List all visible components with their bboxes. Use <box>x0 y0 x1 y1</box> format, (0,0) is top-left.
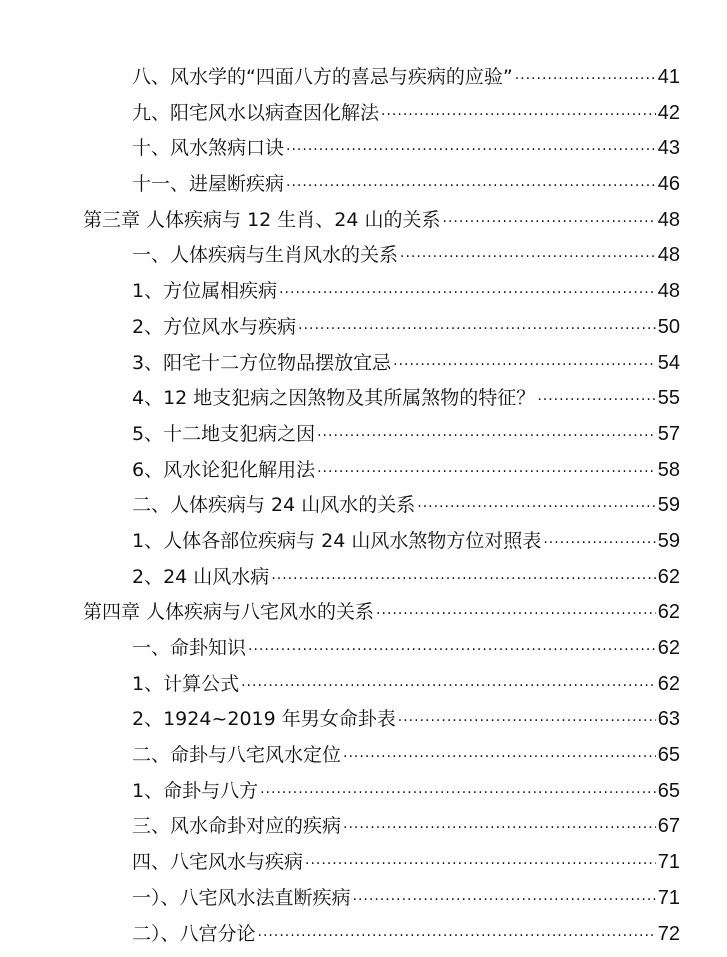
toc-entry-page: 55 <box>657 387 680 410</box>
toc-entry-title: 1、命卦与八方 <box>132 779 259 802</box>
toc-entry-title: 1、方位属相疾病 <box>132 280 278 303</box>
toc-entry <box>0 809 727 845</box>
toc-entry <box>0 453 727 489</box>
dot-leader <box>537 383 655 419</box>
dot-leader <box>543 526 655 562</box>
toc-entry <box>0 238 727 274</box>
toc-entry <box>0 274 727 310</box>
toc-entry-page: 62 <box>657 672 680 695</box>
toc-entry-title: 2、1924~2019 年男女命卦表 <box>132 708 396 731</box>
toc-entry-page: 54 <box>657 351 680 374</box>
dot-leader <box>260 776 656 812</box>
toc-entry-page: 41 <box>657 66 680 88</box>
dot-leader <box>343 740 656 776</box>
toc-entry-title: 2、方位风水与疾病 <box>132 315 297 338</box>
dot-leader <box>353 883 656 919</box>
dot-leader <box>381 98 656 134</box>
toc-entry-title: 十、风水煞病口诀 <box>132 137 285 160</box>
dot-leader <box>398 704 656 740</box>
toc-entry <box>0 346 727 382</box>
dot-leader <box>515 62 656 98</box>
toc-entry-title: 第四章 人体疾病与八宅风水的关系 <box>83 601 375 624</box>
dot-leader <box>271 562 655 598</box>
toc-entry-page: 62 <box>657 637 680 659</box>
toc-entry <box>0 845 727 881</box>
toc-entry <box>0 631 727 667</box>
toc-entry-title: 6、风水论犯化解用法 <box>132 458 316 481</box>
toc-entry-title: 3、阳宅十二方位物品摆放宜忌 <box>132 351 392 374</box>
toc-chapter-entry <box>0 203 727 239</box>
toc-entry-page: 65 <box>657 744 680 767</box>
toc-entry-title: 二）、八宫分论 <box>132 922 256 945</box>
toc-entry-page: 63 <box>657 708 680 731</box>
toc-entry <box>0 96 727 132</box>
dot-leader <box>376 597 656 633</box>
toc-entry <box>0 524 727 560</box>
toc-entry <box>0 310 727 346</box>
dot-leader <box>298 312 656 348</box>
toc-entry-title: 三、风水命卦对应的疾病 <box>132 815 342 838</box>
toc-entry-title: 5、十二地支犯病之因 <box>132 422 316 445</box>
toc-entry <box>0 738 727 774</box>
toc-entry <box>0 167 727 203</box>
toc-entry-page: 58 <box>657 458 680 481</box>
toc-entry-page: 43 <box>657 137 680 160</box>
toc-entry <box>0 417 727 453</box>
toc-entry-page: 72 <box>657 922 680 945</box>
toc-entry <box>0 702 727 738</box>
dot-leader <box>305 847 656 883</box>
toc-entry <box>0 381 727 417</box>
toc-entry-page: 50 <box>657 315 680 338</box>
toc-entry-title: 4、12 地支犯病之因煞物及其所属煞物的特征？ <box>132 387 536 410</box>
toc-entry-title: 2、24 山风水病 <box>132 565 270 588</box>
dot-leader <box>279 276 656 312</box>
toc-entry <box>0 881 727 917</box>
dot-leader <box>417 490 655 526</box>
dot-leader <box>286 169 656 205</box>
toc-entry-page: 62 <box>657 601 680 624</box>
toc-chapter-entry <box>0 595 727 631</box>
dot-leader <box>317 419 656 455</box>
toc-entry-title: 二、命卦与八宅风水定位 <box>132 744 342 767</box>
dot-leader <box>317 455 656 491</box>
toc-entry-title: 1、计算公式 <box>132 672 240 695</box>
toc-entry <box>0 60 727 96</box>
toc-entry <box>0 667 727 703</box>
toc-entry-title: 四、八宅风水与疾病 <box>132 851 304 874</box>
toc-entry-page: 57 <box>657 422 680 445</box>
dot-leader <box>343 811 656 847</box>
toc-entry-page: 62 <box>657 565 680 588</box>
toc-entry-page: 59 <box>657 494 680 517</box>
toc-entry-page: 71 <box>657 851 680 874</box>
toc-entry-page: 48 <box>657 208 680 231</box>
toc-entry-title: 1、人体各部位疾病与 24 山风水煞物方位对照表 <box>132 529 542 552</box>
toc-entry-title: 一）、八宅风水法直断疾病 <box>132 886 351 909</box>
toc-entry-page: 71 <box>657 886 680 909</box>
toc-entry-title: 一、人体疾病与生肖风水的关系 <box>132 244 399 267</box>
toc-entry-title: 一、命卦知识 <box>132 637 247 659</box>
dot-leader <box>393 348 656 384</box>
toc-entry-title: 九、阳宅风水以病查因化解法 <box>132 101 380 124</box>
dot-leader <box>400 240 656 276</box>
dot-leader <box>248 633 656 669</box>
toc-entry-page: 65 <box>657 779 680 802</box>
toc-entry-title: 二、人体疾病与 24 山风水的关系 <box>132 494 416 517</box>
toc-entry-page: 48 <box>657 280 680 303</box>
toc-entry-title: 八、风水学的“四面八方的喜忌与疾病的应验” <box>132 66 513 88</box>
toc-entry-page: 59 <box>657 529 680 552</box>
table-of-contents <box>0 60 727 952</box>
toc-entry-page: 46 <box>657 173 680 196</box>
toc-entry <box>0 560 727 596</box>
toc-entry-title: 第三章 人体疾病与 12 生肖、24 山的关系 <box>83 208 441 231</box>
toc-entry-title: 十一、进屋断疾病 <box>132 173 285 196</box>
toc-entry <box>0 131 727 167</box>
toc-entry-page: 48 <box>657 244 680 267</box>
toc-entry-page: 67 <box>657 815 680 838</box>
dot-leader <box>443 205 656 241</box>
dot-leader <box>258 919 656 955</box>
toc-entry <box>0 774 727 810</box>
toc-entry <box>0 488 727 524</box>
toc-entry <box>0 917 727 953</box>
dot-leader <box>241 669 656 705</box>
dot-leader <box>286 133 656 169</box>
toc-entry-page: 42 <box>657 101 680 124</box>
